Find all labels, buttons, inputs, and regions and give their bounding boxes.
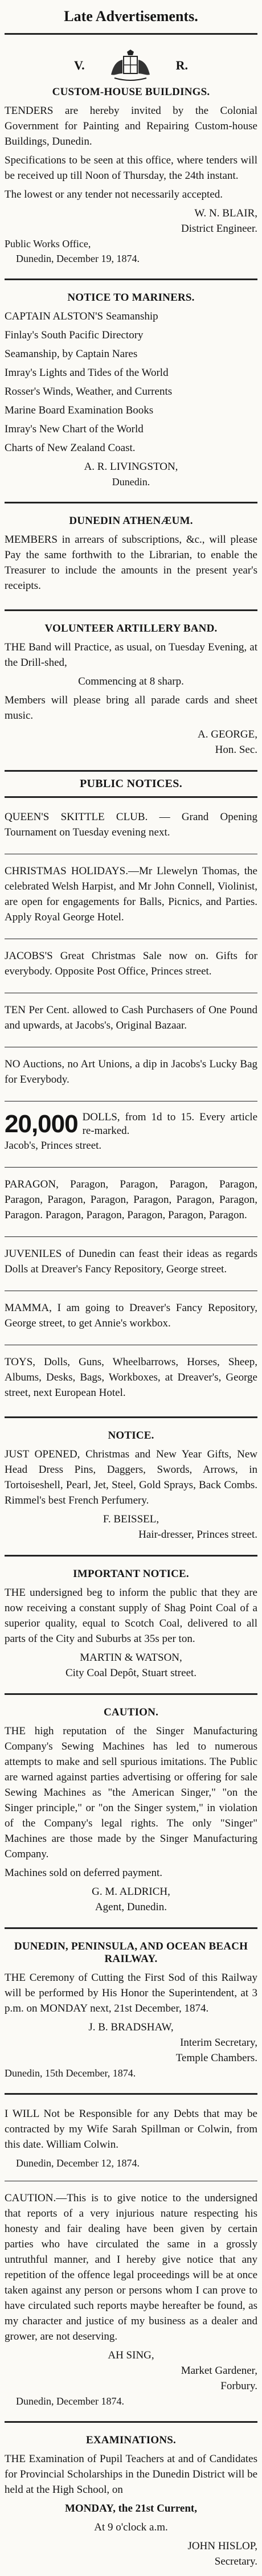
volunteer-ad: [5, 617, 257, 764]
singer-caution-signature: G. M. ALDRICH,: [92, 1886, 170, 1898]
railway-signature: J. B. BRADSHAW,: [88, 2021, 174, 2033]
customs-spec: Specifications to be seen at this office, where tenders will be received up till Noon of Thursday, the 24th instant.: [5, 154, 257, 182]
customs-ad: [5, 40, 257, 273]
mariners-heading: NOTICE TO MARINERS.: [67, 292, 195, 304]
volunteer-signature: A. GEORGE,: [197, 728, 257, 740]
no-auctions-body: NO Auctions, no Art Unions, a dip in Jacobs's Lucky Bag for Everybody.: [5, 1058, 257, 1086]
skittle-ad: [5, 804, 257, 850]
notice-body: JUST OPENED, Christmas and New Year Gifts, New Head Dress Pins, Daggers, Swords, Arrows, in Tortoiseshell, Pearl, Jet, Steel, Gold Sprays, Back Combs. Rimmel's best French Perfumery.: [5, 1448, 257, 1506]
mariners-item: CAPTAIN ALSTON'S Seamanship: [5, 310, 158, 322]
divider: [5, 33, 257, 35]
mariners-item: Imray's New Chart of the World: [5, 423, 144, 435]
important-ad: [5, 1562, 257, 1688]
jacobs-sale-ad: [5, 943, 257, 989]
athenaeum-heading: DUNEDIN ATHENÆUM.: [69, 515, 193, 527]
examinations-body: THE Examination of Pupil Teachers at and of Candidates for Provincial Scholarships in the Dunedin District will be held at the High School, on: [5, 2453, 257, 2496]
examinations-time: At 9 o'clock a.m.: [94, 2521, 168, 2533]
toys-body: TOYS, Dolls, Guns, Wheelbarrows, Horses, Sheep, Albums, Desks, Bags, Workboxes, at Dreaver's, George street, next European Hotel.: [5, 1356, 257, 1399]
mariners-item: Finlay's South Pacific Directory: [5, 329, 144, 341]
notice-where: Hair-dresser, Princes street.: [138, 1529, 257, 1541]
christmas-ad: [5, 858, 257, 935]
ah-sing-caution-body: CAUTION.—This is to give notice to the undersigned that reports of a very injurious nature respecting his honesty and fair dealing have been given by certain parties who have circulated the same in a grossly untruthful manner, and I hereby give notice that any repetition of the offence legal proceedings will be at once taken against any person or persons whom I can prove to have circulated such reports maybe hereafter be found, as my character and justice of my business as a dealer and grower, are not deserving.: [5, 2192, 257, 2342]
mariners-item: Imray's Lights and Tides of the World: [5, 367, 169, 379]
no-auctions-ad: [5, 1051, 257, 1097]
railway-body: THE Ceremony of Cutting the First Sod of this Railway will be performed by His Honor the Superintendent, at 3 p.m. on MONDAY next, 21st December, 1874.: [5, 1972, 257, 2014]
divider: [5, 1236, 257, 1237]
customs-title: District Engineer.: [181, 223, 257, 235]
singer-caution-note: Machines sold on deferred payment.: [5, 1867, 162, 1879]
examinations-day: MONDAY, the 21st Current,: [64, 2503, 198, 2514]
mariners-ad: [5, 286, 257, 496]
divider: [5, 1693, 257, 1695]
examinations-ad: [5, 2428, 257, 2576]
important-body: THE undersigned beg to inform the public that they are now receiving a constant supply of Shag Point Coal of a superior quality, equal to Scotch Coal, delivered to all parts of the City and Suburbs at 35s per ton.: [5, 1587, 257, 1645]
coat-of-arms-icon: [108, 48, 153, 83]
divider: [5, 1927, 257, 1929]
divider: [5, 609, 257, 611]
divider: [5, 2093, 257, 2095]
singer-caution-title: Agent, Dunedin.: [95, 1901, 167, 1913]
railway-heading: DUNEDIN, PENINSULA, AND OCEAN BEACH RAILWAY.: [14, 1940, 248, 1965]
mariners-signature: A. R. LIVINGSTON,: [84, 461, 178, 473]
important-where: City Coal Depôt, Stuart street.: [65, 1667, 197, 1679]
ah-sing-title1: Market Gardener,: [181, 2365, 257, 2377]
notice-signature: F. BEISSEL,: [103, 1513, 159, 1525]
athenaeum-ad: [5, 509, 257, 604]
cipher-r: R.: [175, 58, 188, 72]
volunteer-note: Members will please bring all parade cards and sheet music.: [5, 694, 257, 722]
examinations-heading: EXAMINATIONS.: [86, 2434, 176, 2446]
dolls-ad: [5, 1105, 257, 1164]
dolls-where: Jacob's, Princes street.: [5, 1140, 102, 1152]
divider: [5, 279, 257, 280]
paragon-ad: [5, 1171, 257, 1233]
mamma-body: MAMMA, I am going to Dreaver's Fancy Repository, George street, to get Annie's workbox.: [5, 1302, 257, 1329]
customs-heading: CUSTOM-HOUSE BUILDINGS.: [52, 86, 210, 98]
railway-title1: Interim Secretary,: [180, 2037, 257, 2049]
ah-sing-date: Dunedin, December 1874.: [16, 2395, 124, 2407]
ten-per-cent-ad: [5, 997, 257, 1043]
volunteer-heading: VOLUNTEER ARTILLERY BAND.: [44, 623, 218, 634]
masthead: Late Advertisements.: [64, 8, 198, 24]
mariners-item: Charts of New Zealand Coast.: [5, 442, 136, 454]
important-heading: IMPORTANT NOTICE.: [73, 1568, 189, 1580]
debts-date: Dunedin, December 12, 1874.: [16, 2157, 140, 2169]
notice-ad: [5, 1424, 257, 1549]
railway-date: Dunedin, 15th December, 1874.: [5, 2067, 136, 2079]
ah-sing-caution-ad: [5, 2185, 257, 2415]
debts-ad: [5, 2100, 257, 2177]
juveniles-ad: [5, 1240, 257, 1287]
debts-body: I WILL Not be Responsible for any Debts that may be contracted by my Wife Sarah Spillman or Colwin, from this date. William Colwin.: [5, 2108, 257, 2151]
important-signature: MARTIN & WATSON,: [80, 1652, 182, 1664]
customs-signature: W. N. BLAIR,: [194, 207, 257, 219]
juveniles-body: JUVENILES of Dunedin can feast their ideas as regards Dolls at Dreaver's Fancy Repository, George street.: [5, 1248, 257, 1275]
ten-per-cent-body: TEN Per Cent. allowed to Cash Purchasers of One Pound and upwards, at Jacobs's, Original Bazaar.: [5, 1004, 257, 1031]
cipher-v: V.: [74, 58, 85, 72]
singer-caution-body: THE high reputation of the Singer Manufacturing Company's Sewing Machines has led to numerous attempts to make and sell spurious imitations. The Public are warned against parties advertising or offering for sale Sewing Machines as "the American Singer," "on the Singer principle," or "on the Singer system," in violation of the Company's legal rights. The only "Singer" Machines are those made by the Singer Manufacturing Company.: [5, 1725, 257, 1860]
mamma-ad: [5, 1295, 257, 1341]
dolls-number: 20,000: [5, 1110, 78, 1138]
public-notices-heading: PUBLIC NOTICES.: [79, 777, 183, 790]
customs-body: TENDERS are hereby invited by the Colonial Government for Painting and Repairing Custom-house Buildings, Dunedin.: [5, 105, 257, 148]
paragon-body: PARAGON, Paragon, Paragon, Paragon, Paragon, Paragon, Paragon, Paragon, Paragon, Paragon, Paragon, Paragon. Paragon, Paragon, Paragon, Paragon, Paragon.: [5, 1178, 257, 1221]
divider: [5, 1555, 257, 1557]
mariners-place: Dunedin.: [112, 476, 150, 488]
customs-lowest: The lowest or any tender not necessarily accepted.: [5, 189, 223, 200]
divider: [5, 2421, 257, 2423]
divider: [5, 770, 257, 772]
divider: [5, 502, 257, 503]
volunteer-title: Hon. Sec.: [215, 744, 257, 756]
royal-coat-of-arms: [5, 48, 257, 83]
volunteer-body: THE Band will Practice, as usual, on Tuesday Evening, at the Drill-shed,: [5, 641, 257, 669]
notice-heading: NOTICE.: [108, 1430, 154, 1441]
mariners-item: Marine Board Examination Books: [5, 404, 154, 416]
singer-caution-heading: CAUTION.: [103, 1706, 159, 1718]
railway-ad: [5, 1935, 257, 2087]
jacobs-sale-body: JACOBS'S Great Christmas Sale now on. Gifts for everybody. Opposite Post Office, Princes street.: [5, 950, 257, 977]
mariners-item: Rosser's Winds, Weather, and Currents: [5, 386, 173, 398]
ah-sing-signature: AH SING,: [108, 2349, 154, 2361]
customs-date: Dunedin, December 19, 1874.: [16, 253, 140, 264]
mariners-item: Seamanship, by Captain Nares: [5, 348, 138, 360]
dolls-text: DOLLS, from 1d to 15. Every article re-marked.: [82, 1111, 257, 1137]
christmas-body: CHRISTMAS HOLIDAYS.—Mr Llewelyn Thomas, the celebrated Welsh Harpist, and Mr John Connell, Violinist, are open for engagements for Balls, Picnics, and Parties. Apply Royal George Hotel.: [5, 865, 257, 923]
athenaeum-body: MEMBERS in arrears of subscriptions, &c., will please Pay the same forthwith to the Librarian, to enable the Treasurer to include the amounts in the present year's receipts.: [5, 534, 257, 592]
divider: [5, 1416, 257, 1418]
singer-caution-ad: [5, 1701, 257, 1922]
divider: [5, 1167, 257, 1168]
customs-office: Public Works Office,: [5, 238, 91, 249]
skittle-body: QUEEN'S SKITTLE CLUB. — Grand Opening Tournament on Tuesday evening next.: [5, 811, 257, 838]
divider: [5, 796, 257, 798]
examinations-signature: JOHN HISLOP,: [187, 2540, 257, 2552]
ah-sing-title2: Forbury.: [220, 2380, 257, 2392]
dolls-row: [5, 1111, 257, 1138]
railway-title2: Temple Chambers.: [175, 2052, 257, 2064]
toys-ad: [5, 1349, 257, 1411]
volunteer-time: Commencing at 8 sharp.: [78, 675, 184, 687]
examinations-title: Secretary.: [214, 2555, 257, 2567]
